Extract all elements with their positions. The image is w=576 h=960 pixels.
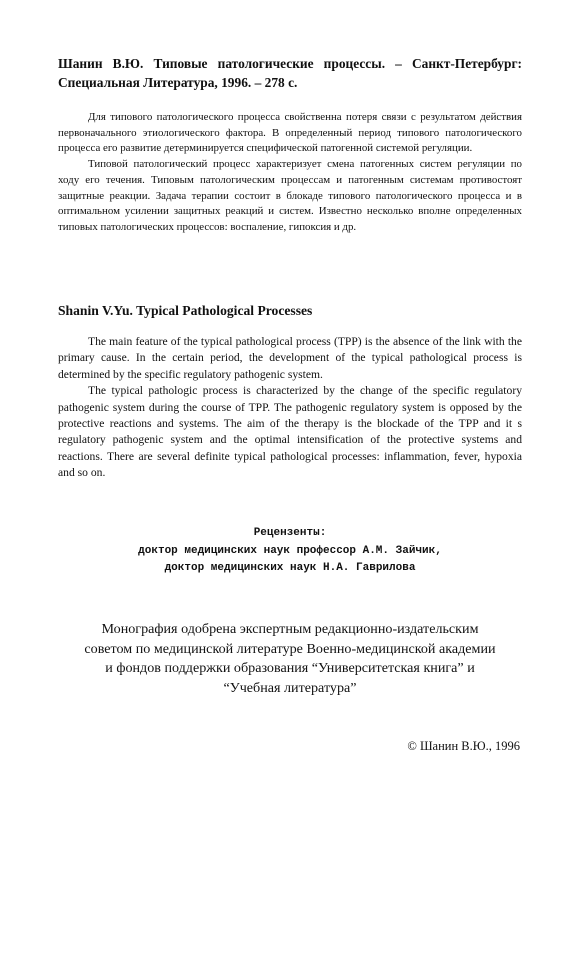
- english-abstract-paragraph-1: The main feature of the typical pathological process (TPP) is the absence of the link with the primary cause. In the certain period, the development of the typical pathological process is determined by the specific regulatory pathogenic system.: [58, 335, 522, 381]
- english-title: Shanin V.Yu. Typical Pathological Processes: [58, 303, 313, 318]
- russian-bibliographic-citation: Шанин В.Ю. Типовые патологические процессы. – Санкт-Петербург: Специальная Литература, 1996. – 278 с.: [58, 56, 522, 90]
- approval-line-3: и фондов поддержки образования “Университетская книга” и: [105, 660, 475, 677]
- copyright-notice: © Шанин В.Ю., 1996: [407, 739, 520, 753]
- english-abstract-paragraph-2: The typical pathologic process is characterized by the change of the specific regulatory pathogenic system during the course of TPP. The pathogenic regulatory system is opposed by the protective reactions and systems. The aim of the therapy is the blockade of the TPP and it s regulatory pathogenic system and the optimal intensification of the protective systems and reactions. There are several definite typical pathological processes: inflammation, fever, hypoxia and so on.: [58, 384, 522, 480]
- approval-line-1: Монография одобрена экспертным редакционно-издательским: [101, 621, 479, 637]
- russian-abstract: [58, 110, 522, 236]
- approval-statement: [58, 620, 522, 698]
- russian-abstract-paragraph-1: Для типового патологического процесса свойственна потеря связи с результатом действия первоначального этиологического фактора. В определенный период типового патологического процесса его развитие детерминируется специфической патогенной системой регуляции.: [58, 111, 522, 155]
- reviewer-line-1: доктор медицинских наук профессор А.М. Зайчик,: [138, 544, 442, 557]
- approval-line-4: “Учебная литература”: [223, 679, 357, 696]
- reviewer-line-2: доктор медицинских наук Н.А. Гаврилова: [164, 562, 416, 574]
- approval-line-2: советом по медицинской литературе Военно-медицинской академии: [84, 640, 496, 657]
- reviewers-block: [58, 525, 522, 578]
- english-abstract: [58, 334, 522, 482]
- reviewers-heading: Рецензенты:: [253, 527, 327, 539]
- russian-abstract-paragraph-2: Типовой патологический процесс характеризует смена патогенных систем регуляции по ходу его течения. Типовым патологическим процессам и патогенным системам противостоят защитные реакции. Задача терапии состоит в блокаде типового патологического процесса и в оптимальном усилении защитных реакций и систем. Известно несколько вполне определенных типовых патологических процессов: воспаление, гипоксия и др.: [58, 158, 522, 233]
